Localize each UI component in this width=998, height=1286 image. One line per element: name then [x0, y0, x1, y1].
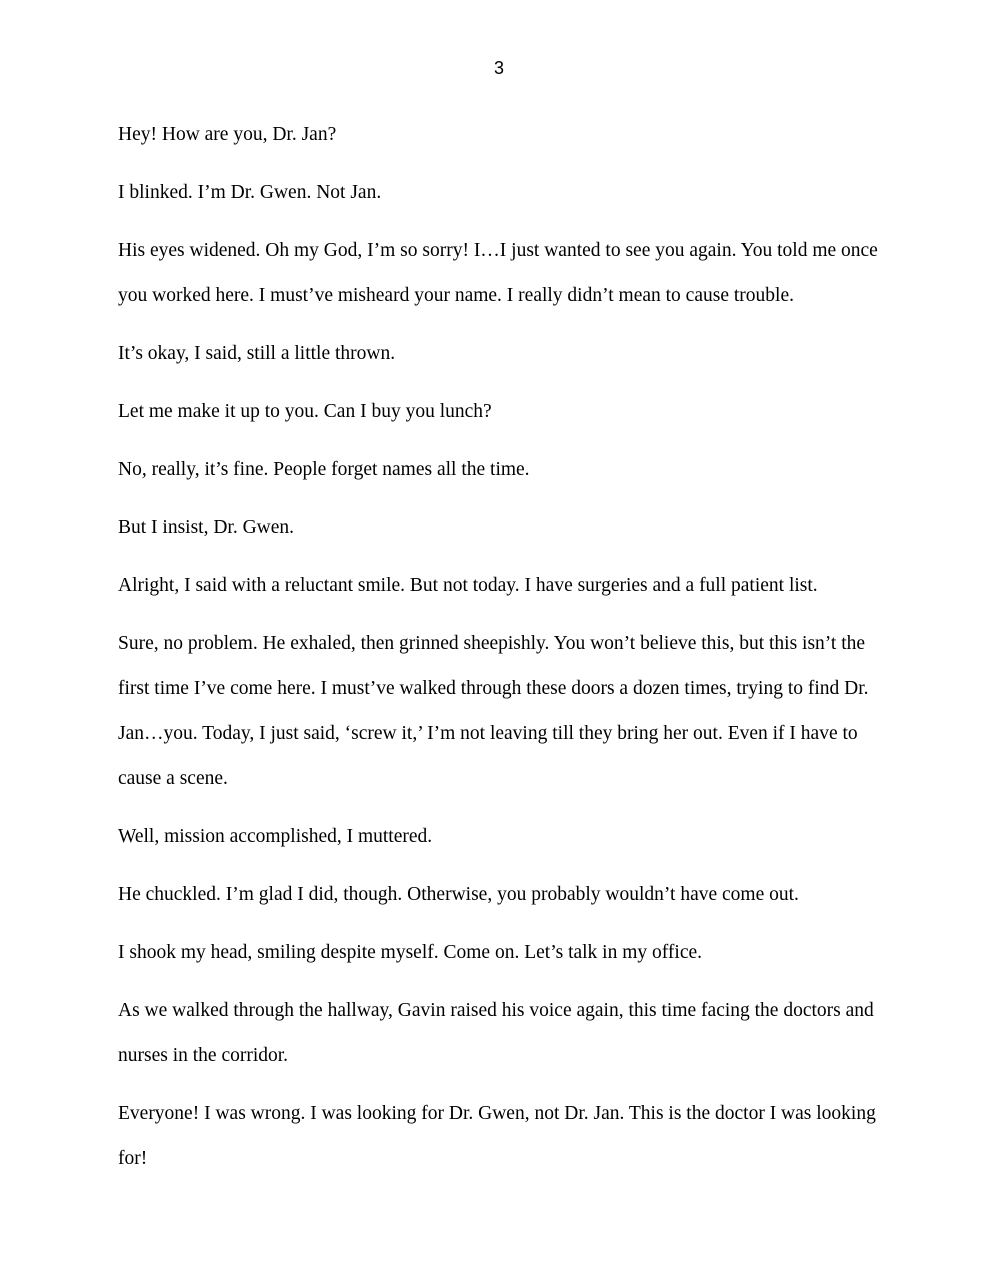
paragraph: Alright, I said with a reluctant smile. But not today. I have surgeries and a full patient list. — [118, 575, 818, 596]
paragraph: He chuckled. I’m glad I did, though. Otherwise, you probably wouldn’t have come out. — [118, 884, 799, 905]
paragraph: No, really, it’s fine. People forget names all the time. — [118, 459, 530, 480]
body-text — [118, 112, 888, 1194]
paragraph: Let me make it up to you. Can I buy you lunch? — [118, 401, 492, 422]
paragraph: I blinked. I’m Dr. Gwen. Not Jan. — [118, 182, 382, 203]
paragraph: I shook my head, smiling despite myself. Come on. Let’s talk in my office. — [118, 942, 703, 963]
page-number: 3 — [493, 58, 504, 78]
paragraph: Hey! How are you, Dr. Jan? — [118, 124, 337, 145]
paragraph: It’s okay, I said, still a little thrown. — [118, 343, 396, 364]
paragraph: Everyone! I was wrong. I was looking for Dr. Gwen, not Dr. Jan. This is the doctor I was looking for! — [118, 1103, 876, 1169]
paragraph: But I insist, Dr. Gwen. — [118, 517, 295, 538]
paragraph: Sure, no problem. He exhaled, then grinned sheepishly. You won’t believe this, but this isn’t the first time I’ve come here. I must’ve walked through these doors a dozen times, trying to find Dr. Jan…you. Today, I just said, ‘screw it,’ I’m not leaving till they bring her out. Even if I have to cause a scene. — [118, 633, 869, 789]
paragraph: His eyes widened. Oh my God, I’m so sorry! I…I just wanted to see you again. You told me once you worked here. I must’ve misheard your name. I really didn’t mean to cause trouble. — [118, 240, 878, 306]
paragraph: Well, mission accomplished, I muttered. — [118, 826, 433, 847]
paragraph: As we walked through the hallway, Gavin raised his voice again, this time facing the doctors and nurses in the corridor. — [118, 1000, 874, 1066]
